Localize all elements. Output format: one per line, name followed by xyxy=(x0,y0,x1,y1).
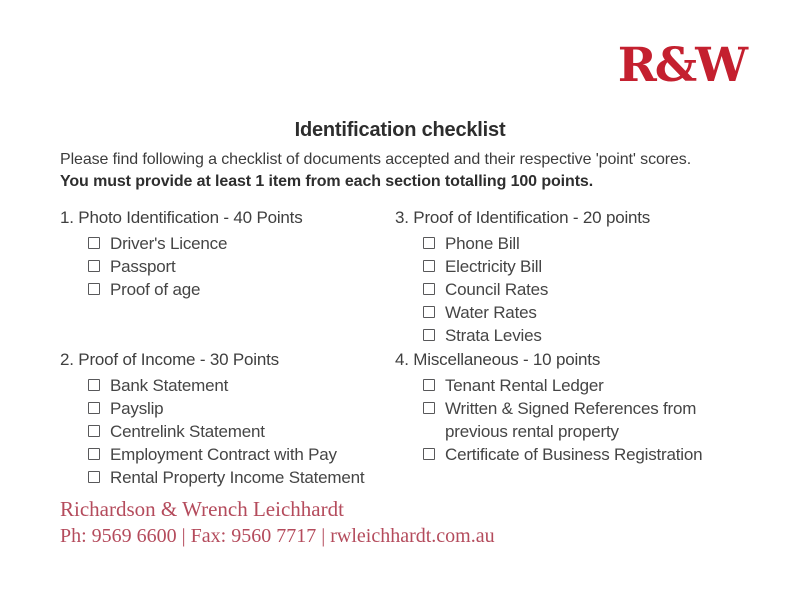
checkbox[interactable] xyxy=(423,402,435,414)
footer-contact: Ph: 9569 6600 | Fax: 9560 7717 | rwleichhardt.com.au xyxy=(60,525,495,547)
item-label: Driver's Licence xyxy=(110,234,228,253)
item-label: Centrelink Statement xyxy=(110,422,265,441)
checklist-item xyxy=(88,232,395,255)
section-items xyxy=(395,232,755,347)
checklist-item xyxy=(88,420,395,443)
checkbox[interactable] xyxy=(423,379,435,391)
section-heading: 2. Proof of Income - 30 Points xyxy=(60,350,279,369)
checkbox[interactable] xyxy=(88,448,100,460)
section-heading: 3. Proof of Identification - 20 points xyxy=(395,208,651,227)
checkbox[interactable] xyxy=(423,448,435,460)
checkbox[interactable] xyxy=(88,402,100,414)
item-label: Certificate of Business Registration xyxy=(445,445,703,464)
checklist-item xyxy=(88,466,395,489)
checklist-item xyxy=(88,374,395,397)
item-label: Tenant Rental Ledger xyxy=(445,376,604,395)
checklist-item xyxy=(423,324,755,347)
checklist-item xyxy=(423,301,755,324)
checkbox[interactable] xyxy=(423,306,435,318)
item-label: Water Rates xyxy=(445,303,537,322)
checklist-item xyxy=(423,232,755,255)
item-label: Strata Levies xyxy=(445,326,542,345)
checkbox[interactable] xyxy=(88,260,100,272)
checklist-item xyxy=(423,397,755,443)
item-label: Written & Signed References from previous rental property xyxy=(445,399,697,441)
item-label: Council Rates xyxy=(445,280,549,299)
section-miscellaneous xyxy=(395,348,755,466)
item-label: Rental Property Income Statement xyxy=(110,468,365,487)
checkbox[interactable] xyxy=(423,283,435,295)
item-label: Employment Contract with Pay xyxy=(110,445,337,464)
item-label: Phone Bill xyxy=(445,234,520,253)
section-photo-identification xyxy=(60,206,395,301)
intro-paragraph xyxy=(60,149,770,193)
checklist-item xyxy=(423,443,755,466)
page-title: Identification checklist xyxy=(294,119,506,141)
intro-line-2: You must provide at least 1 item from each section totalling 100 points. xyxy=(60,173,594,190)
checklist-item xyxy=(88,397,395,420)
section-heading: 4. Miscellaneous - 10 points xyxy=(395,350,601,369)
checkbox[interactable] xyxy=(423,237,435,249)
section-items xyxy=(60,232,395,301)
item-label: Proof of age xyxy=(110,280,201,299)
checklist-item xyxy=(423,374,755,397)
checklist-item xyxy=(423,278,755,301)
item-label: Electricity Bill xyxy=(445,257,542,276)
section-proof-of-income xyxy=(60,348,395,489)
checkbox[interactable] xyxy=(88,283,100,295)
intro-line-1: Please find following a checklist of documents accepted and their respective 'point' scores. xyxy=(60,151,692,168)
checklist-item xyxy=(88,443,395,466)
checklist-item xyxy=(423,255,755,278)
checkbox[interactable] xyxy=(423,260,435,272)
section-items xyxy=(395,374,755,466)
section-proof-of-identification xyxy=(395,206,755,347)
checkbox[interactable] xyxy=(88,425,100,437)
checklist-item xyxy=(88,255,395,278)
checkbox[interactable] xyxy=(88,379,100,391)
section-heading: 1. Photo Identification - 40 Points xyxy=(60,208,303,227)
checklist-item xyxy=(88,278,395,301)
sections-grid xyxy=(60,206,755,489)
footer xyxy=(60,496,495,549)
item-label: Payslip xyxy=(110,399,164,418)
checkbox[interactable] xyxy=(423,329,435,341)
checkbox[interactable] xyxy=(88,471,100,483)
rw-logo: R&W xyxy=(617,38,746,93)
checkbox[interactable] xyxy=(88,237,100,249)
section-items xyxy=(60,374,395,489)
item-label: Passport xyxy=(110,257,176,276)
item-label: Bank Statement xyxy=(110,376,229,395)
footer-company: Richardson & Wrench Leichhardt xyxy=(60,497,344,521)
